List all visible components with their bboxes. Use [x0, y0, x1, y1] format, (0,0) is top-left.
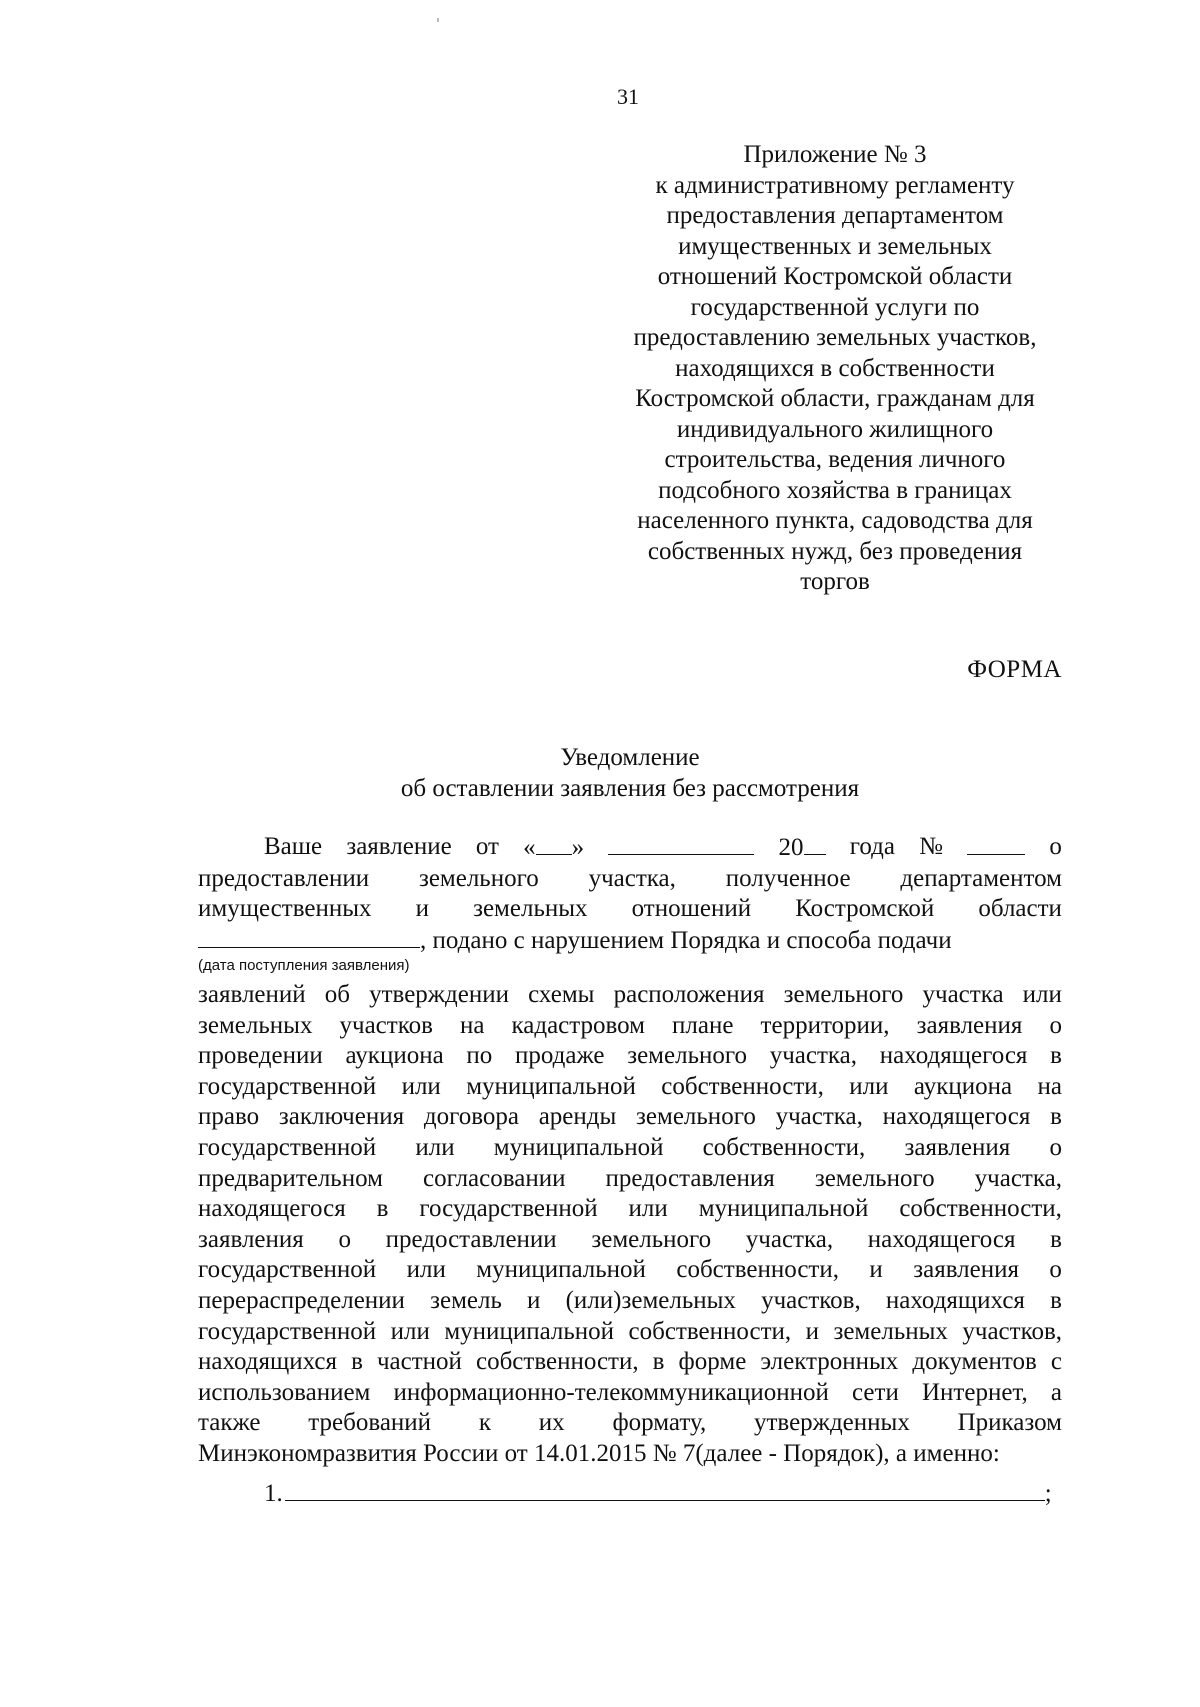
word: утвержденных: [754, 1409, 910, 1437]
word: в: [1050, 1225, 1062, 1253]
paragraph-2-line: [198, 1194, 1062, 1225]
appendix-line: отношений Костромской области: [657, 263, 1013, 290]
paragraph-2-line: [198, 980, 1062, 1011]
paragraph-2-line: [198, 1408, 1062, 1439]
word: договора: [423, 1103, 519, 1131]
word: предварительном: [198, 1164, 383, 1192]
word: государственной: [198, 1256, 377, 1284]
word: требований: [308, 1409, 432, 1437]
word: муниципальной: [493, 1133, 664, 1161]
paragraph-2-line: [198, 1286, 1062, 1317]
word: к: [478, 1409, 491, 1437]
word: или: [849, 1072, 889, 1100]
word: Костромской: [795, 895, 935, 923]
paragraph-2-line: [198, 1225, 1062, 1256]
word: участка,: [588, 864, 676, 892]
word: отношений: [631, 895, 752, 923]
appendix-line: собственных нужд, без проведения: [647, 537, 1023, 565]
paragraph-2-line: [198, 1011, 1062, 1042]
word: государственной: [198, 1072, 377, 1100]
word: об: [324, 981, 350, 1008]
word: утверждении: [369, 981, 510, 1008]
word: в: [1050, 1103, 1062, 1131]
paragraph-1: [198, 832, 1062, 956]
receipt-date-field: [198, 925, 420, 948]
paragraph-2-line: [198, 1164, 1062, 1195]
word: проведении: [198, 1042, 323, 1070]
word: находящегося: [198, 1195, 346, 1223]
word: перераспределении: [198, 1286, 405, 1314]
word: предоставления: [605, 1164, 775, 1192]
paragraph-2-line: [198, 1317, 1062, 1348]
appendix-line: населенного пункта, садоводства для: [637, 507, 1033, 534]
word: по: [466, 1042, 493, 1070]
word: или: [628, 1195, 668, 1223]
word: участков,: [761, 1286, 861, 1314]
word: о: [1049, 1256, 1062, 1284]
word: а: [1050, 1378, 1062, 1406]
word: государственной: [419, 1195, 598, 1223]
word: о: [1049, 833, 1062, 860]
word: на: [459, 1011, 485, 1039]
word: аукциона: [345, 1042, 444, 1070]
paragraph-1-line-4: [198, 925, 1062, 957]
word: собственности,: [899, 1195, 1062, 1223]
word: заявление: [346, 833, 452, 860]
word: земельного: [627, 1042, 747, 1070]
word: формату,: [612, 1409, 707, 1437]
word: или: [390, 1317, 430, 1345]
appendix-line: строительства, ведения личного: [664, 446, 1006, 473]
document-title: [0, 742, 1200, 804]
paragraph-2-line: [198, 1347, 1062, 1378]
word: право: [198, 1103, 260, 1131]
day-field: « »: [523, 834, 585, 861]
paragraph-2-line: [198, 1378, 1062, 1409]
word: участка,: [974, 1164, 1062, 1192]
word: документов: [912, 1348, 1037, 1376]
appendix-line: имущественных и земельных: [678, 232, 992, 260]
list-item-1: [264, 1476, 1052, 1508]
word: в: [376, 1195, 389, 1223]
word: и: [869, 1256, 883, 1284]
appendix-line: Приложение № 3: [743, 141, 927, 168]
word: также: [198, 1409, 261, 1437]
paragraph-2-line: [198, 1072, 1062, 1103]
word: согласовании: [423, 1164, 566, 1192]
word: муниципальной: [698, 1195, 869, 1223]
word: Приказом: [957, 1409, 1062, 1437]
word: или: [1022, 981, 1062, 1008]
word: схемы: [528, 981, 595, 1008]
title-line-1: Уведомление: [560, 744, 700, 771]
word: в: [351, 1348, 363, 1376]
word: собственности,: [661, 1072, 824, 1100]
word: и: [805, 1317, 819, 1345]
word: земельного: [418, 864, 539, 892]
paragraph-2-line: [198, 1255, 1062, 1286]
word: находящегося: [867, 1225, 1016, 1253]
word: в: [1050, 1042, 1062, 1070]
word: предоставлении: [198, 864, 370, 892]
word: заявления: [904, 1133, 1011, 1161]
paragraph-2: [198, 980, 1062, 1470]
word: продаже: [514, 1042, 605, 1070]
appendix-line: предоставлению земельных участков,: [633, 324, 1037, 351]
word: государственной: [198, 1133, 377, 1161]
word: собственности,: [702, 1133, 866, 1161]
word: земельного: [636, 1103, 756, 1131]
appendix-line: Костромской области, гражданам для: [635, 385, 1035, 412]
word: земельных: [198, 1011, 313, 1039]
appendix-line: предоставления департаментом: [666, 202, 1004, 229]
appendix-line: торгов: [800, 568, 870, 595]
scan-artifact: [437, 18, 439, 22]
word: земельных: [473, 895, 588, 923]
word: аренды: [538, 1103, 617, 1131]
word: заявления: [913, 1256, 1019, 1284]
word: полученное: [725, 864, 851, 892]
paragraph-2-last-line: Минэкономразвития России от 14.01.2015 № 7(далее - Порядок), а именно:: [198, 1439, 1000, 1467]
word: расположения: [613, 981, 765, 1008]
word: имущественных: [198, 895, 372, 923]
word: в: [652, 1348, 665, 1376]
word: или: [415, 1133, 455, 1161]
item-number: 1.: [264, 1480, 283, 1507]
word: земельного: [814, 1164, 935, 1192]
word: аукциона: [913, 1072, 1013, 1100]
word: Интернет,: [922, 1378, 1028, 1406]
date-caption: (дата поступления заявления): [198, 957, 410, 974]
year-field: 20: [779, 832, 826, 864]
word: участка,: [769, 1042, 857, 1070]
word: плане: [672, 1011, 734, 1039]
word: с: [1050, 1348, 1062, 1376]
word: муниципальной: [444, 1317, 615, 1345]
month-field: [608, 832, 754, 855]
word: о: [1049, 1133, 1062, 1161]
word: участка: [922, 981, 1004, 1008]
appendix-line: к административному регламенту: [655, 171, 1015, 199]
paragraph-1-line-1: [198, 832, 1062, 864]
word: находящихся: [885, 1286, 1025, 1314]
word: форме: [678, 1348, 747, 1376]
word: от: [475, 833, 499, 860]
word: находящегося: [879, 1042, 1028, 1070]
item-end: ;: [1044, 1480, 1052, 1507]
word: собственности,: [475, 1348, 639, 1376]
word: электронных: [760, 1348, 899, 1376]
word: департаментом: [900, 864, 1062, 892]
word: участка,: [745, 1225, 834, 1253]
word: государственной: [198, 1317, 377, 1345]
word: земель: [430, 1286, 502, 1314]
appendix-line: государственной услуги по: [690, 293, 980, 321]
word: территории,: [760, 1011, 890, 1039]
word: в: [1050, 1286, 1062, 1314]
word: заключения: [278, 1103, 405, 1131]
number-field: [967, 832, 1025, 855]
word: (или)земельных: [565, 1286, 736, 1314]
paragraph-1-line-2: [198, 864, 1062, 895]
word: использованием: [198, 1378, 371, 1406]
word: и: [415, 895, 429, 923]
paragraph-2-line: [198, 1041, 1062, 1072]
paragraph-2-line: [198, 1102, 1062, 1133]
word: земельных: [833, 1317, 948, 1345]
word: или: [406, 1256, 446, 1284]
word: муниципальной: [476, 1256, 646, 1284]
word: заявления: [198, 1225, 304, 1253]
appendix-line: находящихся в собственности: [675, 354, 995, 382]
word: частной: [376, 1348, 462, 1376]
word: о: [1049, 1011, 1062, 1039]
word: заявлений: [198, 981, 306, 1008]
item-blank-field: [285, 1476, 1045, 1501]
paragraph-2-line: [198, 1133, 1062, 1164]
word: предоставлении: [385, 1225, 557, 1253]
line-text: , подано с нарушением Порядка и способа подачи: [420, 926, 952, 954]
word: Ваше: [264, 833, 323, 860]
word: или: [401, 1072, 441, 1100]
word: сети: [852, 1378, 899, 1406]
word: кадастровом: [511, 1011, 645, 1039]
word: участков,: [962, 1317, 1062, 1345]
paragraph-1-line-3: [198, 894, 1062, 925]
word: и: [527, 1286, 541, 1314]
word: области: [978, 895, 1062, 923]
word: земельного: [783, 981, 904, 1008]
word: их: [538, 1409, 565, 1437]
form-label: ФОРМА: [967, 656, 1062, 683]
word: информационно-телекоммуникационной: [393, 1378, 829, 1406]
title-line-2: об оставлении заявления без рассмотрения: [400, 775, 860, 802]
word: участка,: [775, 1103, 863, 1131]
appendix-line: подсобного хозяйства в границах: [658, 476, 1012, 504]
appendix-header: [580, 140, 1090, 598]
word: собственности,: [628, 1317, 792, 1345]
word: собственности,: [676, 1256, 839, 1284]
word: находящихся: [198, 1348, 338, 1376]
word: на: [1037, 1072, 1062, 1100]
page-number: 31: [617, 84, 639, 109]
word: о: [338, 1225, 351, 1253]
word: №: [919, 833, 944, 860]
word: участков: [339, 1011, 433, 1039]
word: заявления: [916, 1011, 1023, 1039]
word: муниципальной: [466, 1072, 636, 1100]
word: находящегося: [882, 1103, 1031, 1131]
appendix-line: индивидуального жилищного: [676, 415, 994, 443]
word: земельного: [591, 1225, 712, 1253]
word: года: [849, 833, 895, 860]
